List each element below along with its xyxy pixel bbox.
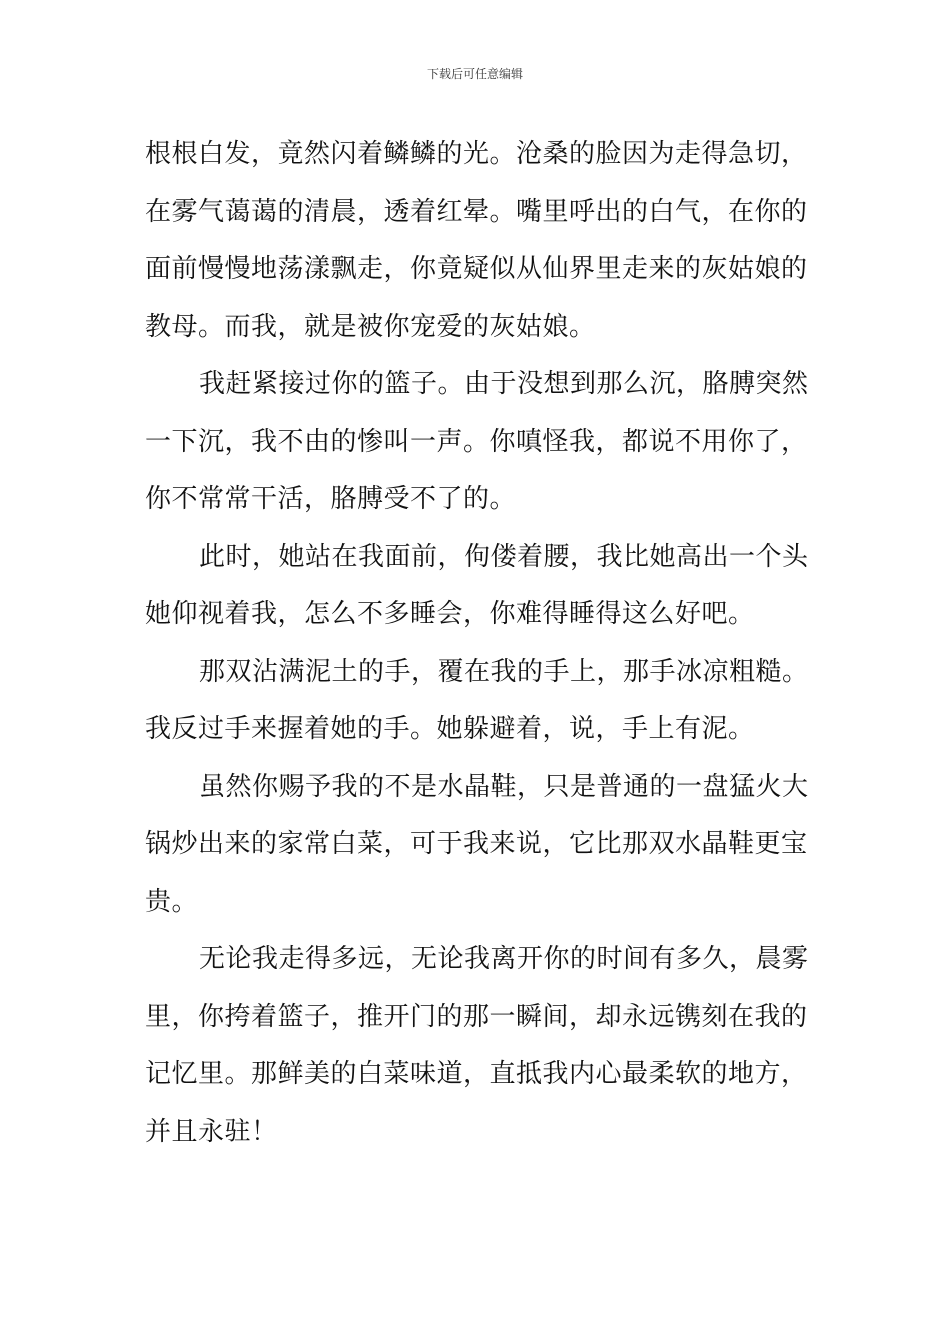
text-line: 在雾气蔼蔼的清晨，透着红晕。嘴里呼出的白气，在你的	[145, 196, 808, 227]
text-line: 此时，她站在我面前，佝偻着腰，我比她高出一个头	[199, 541, 809, 572]
text-line: 无论我走得多远，无论我离开你的时间有多久，晨雾	[199, 944, 809, 974]
paragraph-3	[145, 529, 807, 644]
text-line: 那双沾满泥土的手，覆在我的手上，那手冰凉粗糙。	[199, 656, 809, 687]
text-line: 她仰视着我，怎么不多睡会，你难得睡得这么好吧。	[145, 599, 755, 629]
document-body	[145, 126, 807, 1161]
text-line: 记忆里。那鲜美的白菜味道，直抵我内心最柔软的地方，	[145, 1059, 808, 1089]
text-line: 贵。	[145, 886, 199, 917]
text-line: 并且永驻！	[145, 1116, 278, 1147]
text-line: 我反过手来握着她的手。她躲避着，说，手上有泥。	[145, 714, 755, 744]
text-line: 我赶紧接过你的篮子。由于没想到那么沉，胳膊突然	[199, 369, 809, 399]
paragraph-2	[145, 356, 807, 529]
paragraph-1	[145, 126, 807, 356]
page-header: 下载后可任意编辑	[426, 67, 523, 81]
paragraph-6	[145, 931, 807, 1161]
text-line: 虽然你赐予我的不是水晶鞋，只是普通的一盘猛火大	[199, 771, 809, 802]
text-line: 一下沉，我不由的惨叫一声。你嗔怪我，都说不用你了，	[145, 426, 808, 457]
text-line: 你不常常干活，胳膊受不了的。	[145, 484, 517, 514]
text-line: 锅炒出来的家常白菜，可于我来说，它比那双水晶鞋更宝	[145, 829, 808, 859]
text-line: 根根白发，竟然闪着鳞鳞的光。沧桑的脸因为走得急切，	[145, 139, 808, 169]
text-line: 面前慢慢地荡漾飘走，你竟疑似从仙界里走来的灰姑娘的	[145, 254, 808, 284]
text-line: 教母。而我，就是被你宠爱的灰姑娘。	[145, 311, 596, 342]
text-line: 里，你挎着篮子，推开门的那一瞬间，却永远镌刻在我的	[145, 1001, 808, 1032]
paragraph-5	[145, 759, 807, 932]
paragraph-4	[145, 644, 807, 759]
